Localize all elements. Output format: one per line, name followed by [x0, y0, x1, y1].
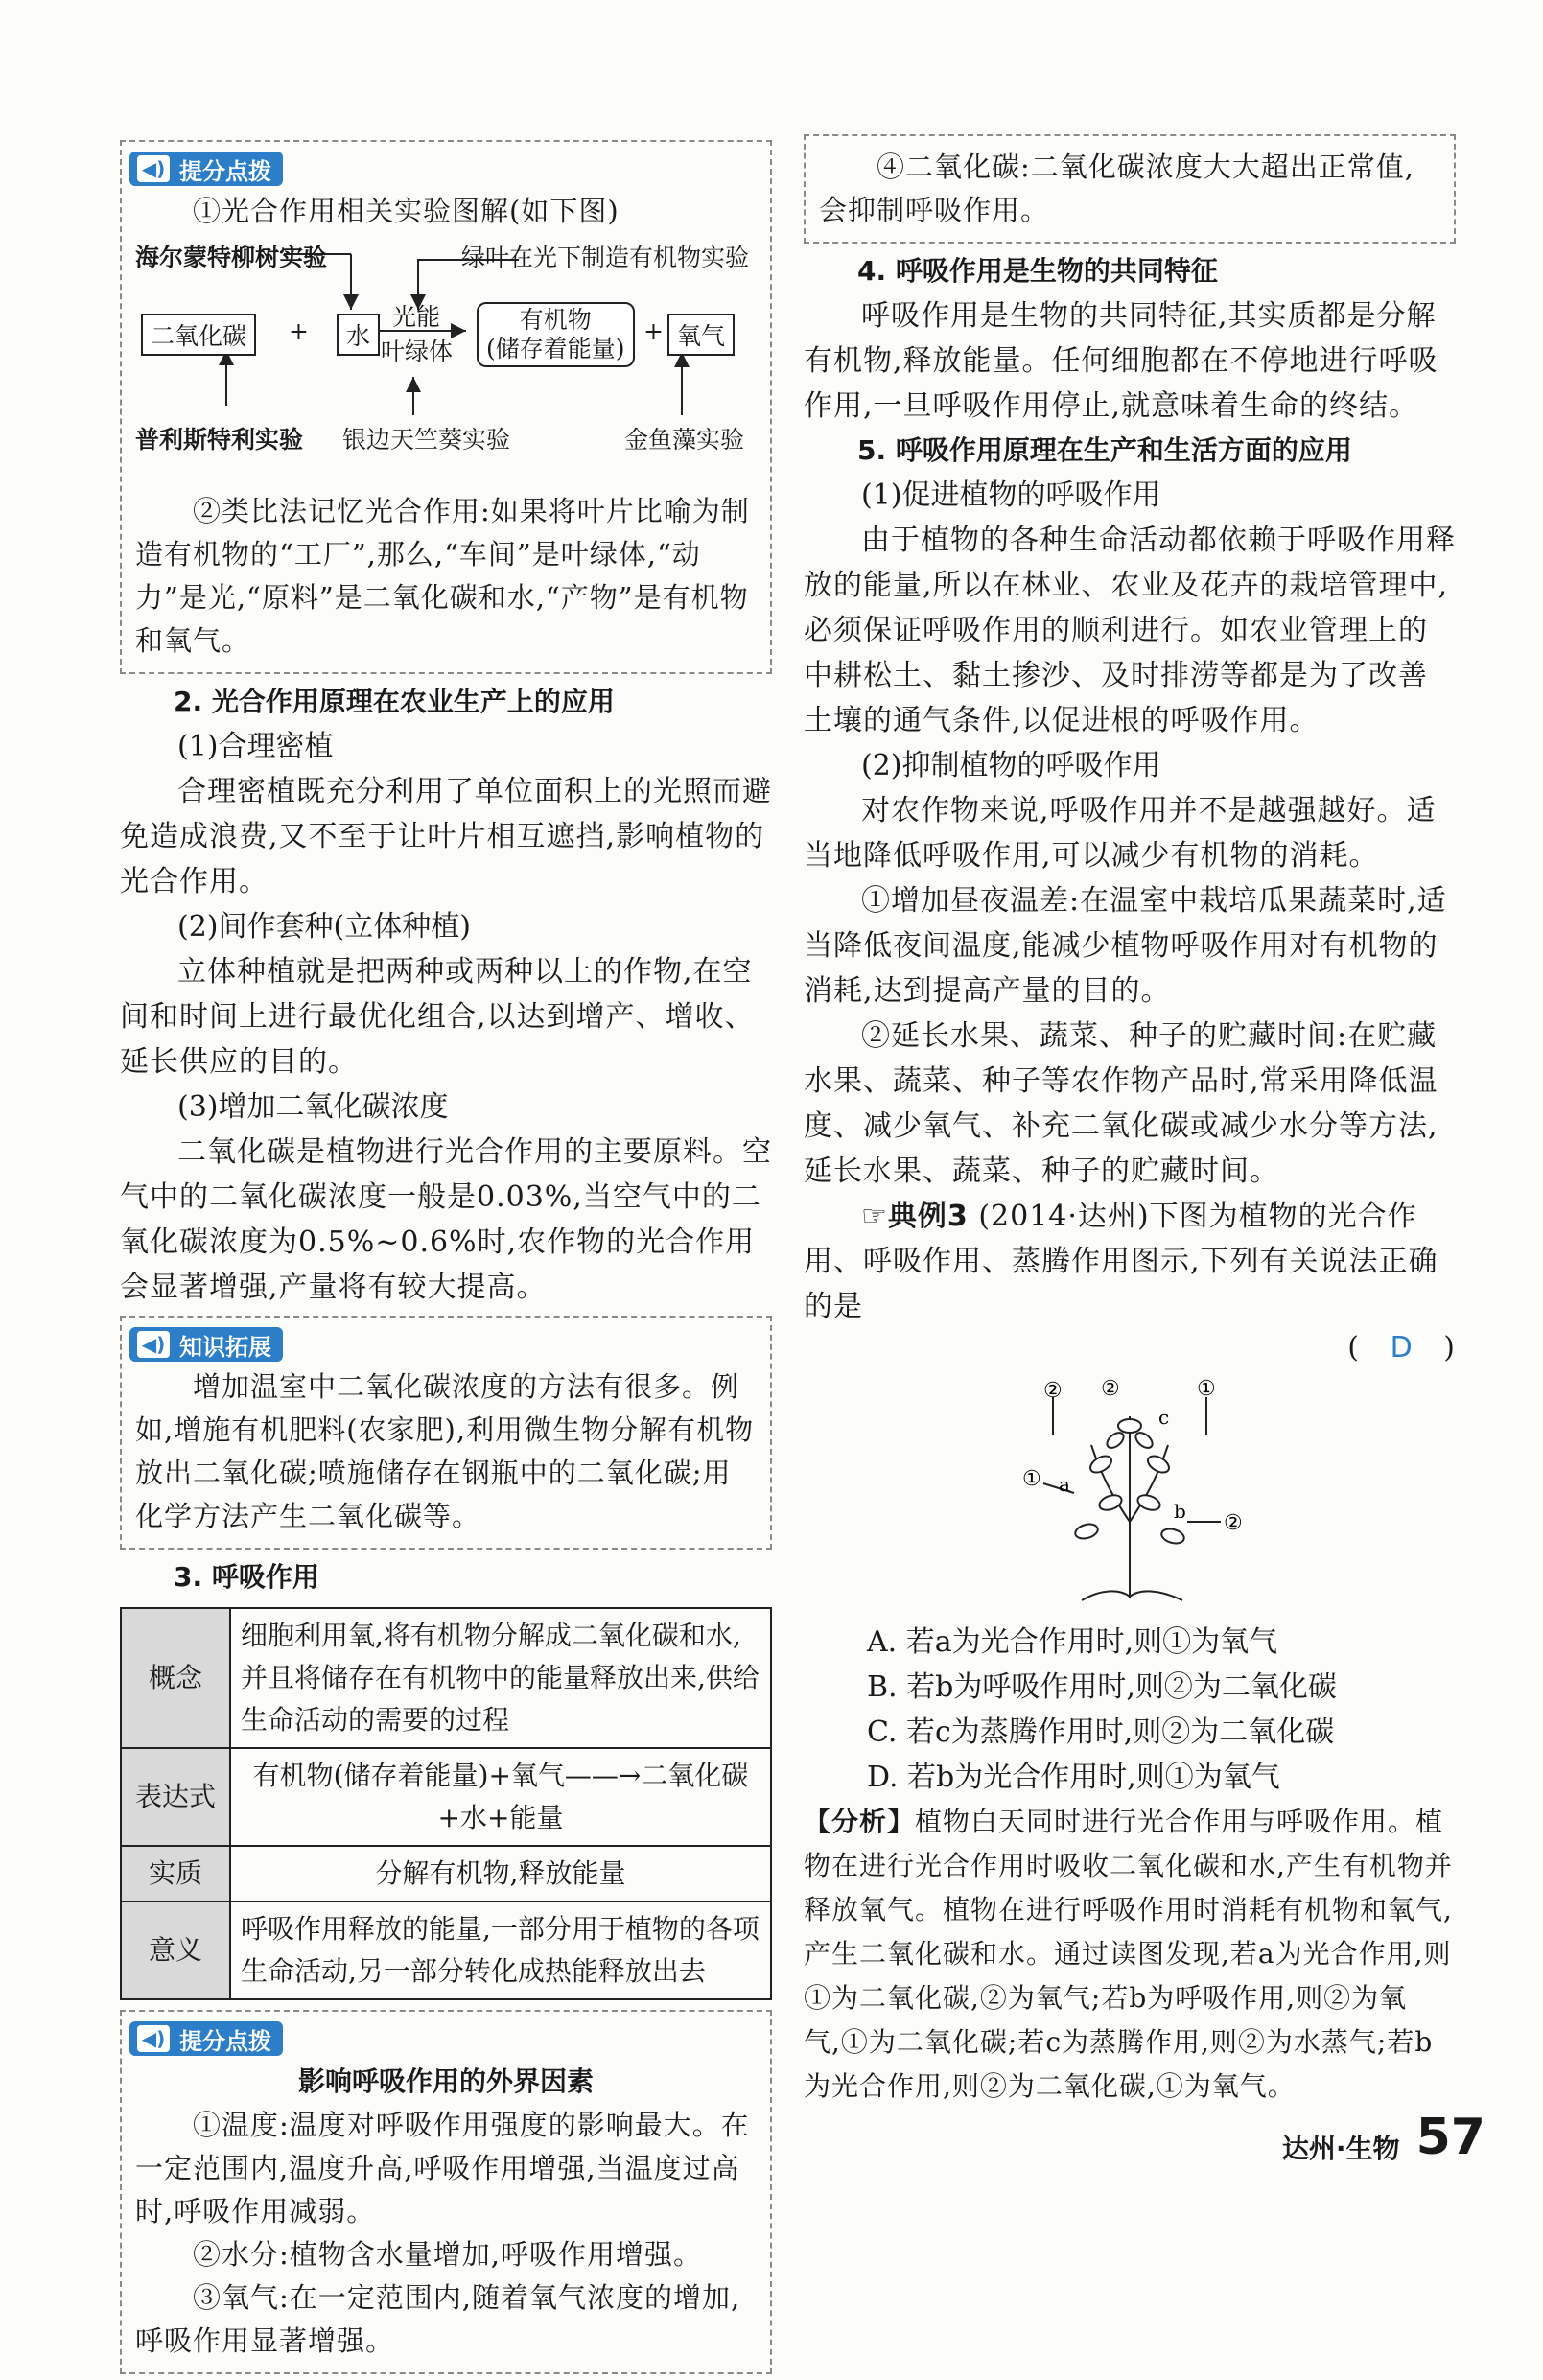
page-number: 57: [1415, 2109, 1485, 2166]
photosynthesis-diagram: [135, 233, 757, 490]
section-5-title: 5. 呼吸作用原理在生产和生活方面的应用: [857, 434, 1352, 466]
section-5-sub2: (2)抑制植物的呼吸作用: [861, 749, 1161, 782]
tip-tag: ◀) 提分点拨: [129, 152, 283, 186]
light-label: 光能: [392, 303, 441, 331]
footer-title: 达州·生物: [1281, 2133, 1400, 2164]
option-b: B. 若b为呼吸作用时,则②为二氧化碳: [867, 1670, 1337, 1704]
co2-note: ④二氧化碳:二氧化碳浓度大大超出正常值,会抑制呼吸作用。: [819, 151, 1414, 226]
table-row: 意义 呼吸作用释放的能量,一部分用于植物的各项生命活动,另一部分转化成热能释放出去: [121, 1902, 771, 1999]
ext-text: 增加温室中二氧化碳浓度的方法有很多。例如,增施有机肥料(农家肥),利用微生物分解有机物放出二氧化碳;喷施储存在钢瓶中的二氧化碳;用化学方法产生二氧化碳等。: [135, 1370, 755, 1532]
table-row: 概念 细胞利用氧,将有机物分解成二氧化碳和水,并且将储存在有机物中的能量释放出来,供给生命活动的需要的过程: [121, 1608, 771, 1748]
left-column: [120, 134, 772, 2380]
example-question: ☞典例3 (2014·达州)下图为植物的光合作用、呼吸作用、蒸腾作用图示,下列有关说法正确的是: [804, 1200, 1438, 1323]
example-answer: ( D ): [1347, 1331, 1456, 1365]
section-5-p2: 对农作物来说,呼吸作用并不是越强越好。适当地降低呼吸作用,可以减少有机物的消耗。: [804, 794, 1437, 873]
section-5-p4: ②延长水果、蔬菜、种子的贮藏时间:在贮藏水果、蔬菜、种子等农作物产品时,常采用降低温度、减少氧气、补充二氧化碳或减少水分等方法,延长水果、蔬菜、种子的贮藏时间。: [804, 1019, 1438, 1188]
tip-box-respiration: [120, 2010, 772, 2374]
tip2-t1: ①温度:温度对呼吸作用强度的影响最大。在一定范围内,温度升高,呼吸作用增强,当温度过高时,呼吸作用减弱。: [135, 2109, 750, 2228]
respiration-table: [120, 1607, 772, 2000]
oxygen-box: 氧气: [667, 314, 735, 356]
table-row: 实质 分解有机物,释放能量: [121, 1846, 771, 1902]
ext-tag: ◀) 知识拓展: [129, 1327, 283, 1362]
tip-intro: ①光合作用相关实验图解(如下图): [193, 195, 620, 227]
analysis: 【分析】植物白天同时进行光合作用与呼吸作用。植物在进行光合作用时吸收二氧化碳和水,产生有机物并释放氧气。植物在进行呼吸作用时消耗有机物和氧气,产生二氧化碳和水。通过读图发现,若a为光合作用,则①为二氧化碳,②为氧气;若b为呼吸作用,则②为氧气,①为二氧化碳;若c为蒸腾作用,则②为水蒸气;若b为光合作用,则②为二氧化碳,①为氧气。: [804, 1806, 1453, 2102]
option-d: D. 若b为光合作用时,则①为氧气: [867, 1761, 1280, 1794]
exp-helmont: 海尔蒙特柳树实验: [135, 244, 328, 271]
speaker-icon: ◀): [137, 1331, 170, 1358]
chloroplast-label: 叶绿体: [381, 338, 454, 365]
option-c: C. 若c为蒸腾作用时,则②为二氧化碳: [867, 1715, 1335, 1749]
plant-roots: [1082, 1591, 1182, 1600]
tip-tag: ◀) 提分点拨: [129, 2021, 283, 2056]
tip-box-photosynthesis: [120, 140, 772, 674]
fig-label-b: b: [1174, 1500, 1186, 1523]
table-row: 表达式 有机物(储存着能量)+氧气——→二氧化碳+水+能量: [121, 1748, 771, 1846]
section-3-title: 3. 呼吸作用: [174, 1561, 319, 1593]
section-2-p1: 合理密植既充分利用了单位面积上的光照而避免造成浪费,又不至于让叶片相互遮挡,影响植物的光合作用。: [120, 775, 772, 898]
tip2-t2: ②水分:植物含水量增加,呼吸作用增强。: [193, 2238, 702, 2271]
water-box: 水: [337, 314, 380, 356]
speaker-icon: ◀): [137, 2025, 170, 2052]
answer-letter: D: [1390, 1331, 1414, 1365]
section-5-sub1: (1)促进植物的呼吸作用: [861, 478, 1161, 512]
plus-2: +: [643, 317, 664, 345]
ext-box: [120, 1316, 772, 1550]
co2-box: 二氧化碳: [141, 314, 256, 356]
option-a: A. 若a为光合作用时,则①为氧气: [867, 1625, 1278, 1659]
speaker-icon: ◀): [137, 155, 170, 182]
right-column: [804, 134, 1456, 2109]
fig-label-2-left: ②: [1043, 1379, 1063, 1403]
tip-analogy: ②类比法记忆光合作用:如果将叶片比喻为制造有机物的“工厂”,那么,“车间”是叶绿体,“动力”是光,“原料”是二氧化碳和水,“产物”是有机物和氧气。: [135, 495, 750, 657]
fig-label-1-left: ①: [1022, 1467, 1041, 1491]
section-2-p2: 立体种植就是把两种或两种以上的作物,在空间和时间上进行最优化组合,以达到增产、增收、延长供应的目的。: [120, 955, 755, 1079]
section-2-p3: 二氧化碳是植物进行光合作用的主要原料。空气中的二氧化碳浓度一般是0.03%,当空气中的二氧化碳浓度为0.5%~0.6%时,农作物的光合作用会显著增强,产量将有较大提高。: [120, 1135, 772, 1304]
section-5-p3: ①增加昼夜温差:在温室中栽培瓜果蔬菜时,适当降低夜间温度,能减少植物呼吸作用对有机物的消耗,达到提高产量的目的。: [804, 884, 1447, 1008]
tip2-title: 影响呼吸作用的外界因素: [297, 2065, 594, 2097]
section-2-title: 2. 光合作用原理在农业生产上的应用: [174, 686, 615, 717]
fig-label-c: c: [1158, 1406, 1170, 1429]
fig-label-2-right: ②: [1224, 1511, 1243, 1535]
fig-label-1-right: ①: [1197, 1378, 1216, 1401]
section-4-title: 4. 呼吸作用是生物的共同特征: [857, 255, 1218, 287]
organic-box: 有机物 (储存着能量): [477, 302, 635, 367]
fig-label-2-top: ②: [1101, 1378, 1120, 1401]
page-footer: [1282, 2109, 1485, 2166]
fig-label-a: a: [1059, 1473, 1070, 1496]
exp-sachs: 银边天竺葵实验: [342, 426, 511, 454]
exp-priestley: 普利斯特利实验: [135, 426, 304, 454]
exp-fish: 金鱼藻实验: [624, 426, 745, 454]
tip2-t3: ③氧气:在一定范围内,随着氧气浓度的增加,呼吸作用显著增强。: [135, 2281, 741, 2357]
section-2-sub2: (2)间作套种(立体种植): [177, 910, 471, 944]
section-2-sub3: (3)增加二氧化碳浓度: [177, 1090, 449, 1124]
plus-1: +: [289, 317, 309, 345]
plant-figure: [1005, 1378, 1254, 1608]
section-4-p: 呼吸作用是生物的共同特征,其实质都是分解有机物,释放能量。任何细胞都在不停地进行呼吸作用,一旦呼吸作用停止,就意味着生命的终结。: [804, 299, 1438, 423]
exp-leaf: 绿叶在光下制造有机物实验: [461, 244, 750, 271]
co2-note-box: [804, 134, 1456, 244]
section-5-p1: 由于植物的各种生命活动都依赖于呼吸作用释放的能量,所以在林业、农业及花卉的栽培管理中,必须保证呼吸作用的顺利进行。如农业管理上的中耕松土、黏土掺沙、及时排涝等都是为了改善土壤的通气条件,以促进根的呼吸作用。: [804, 524, 1456, 737]
section-2-sub1: (1)合理密植: [177, 730, 334, 763]
